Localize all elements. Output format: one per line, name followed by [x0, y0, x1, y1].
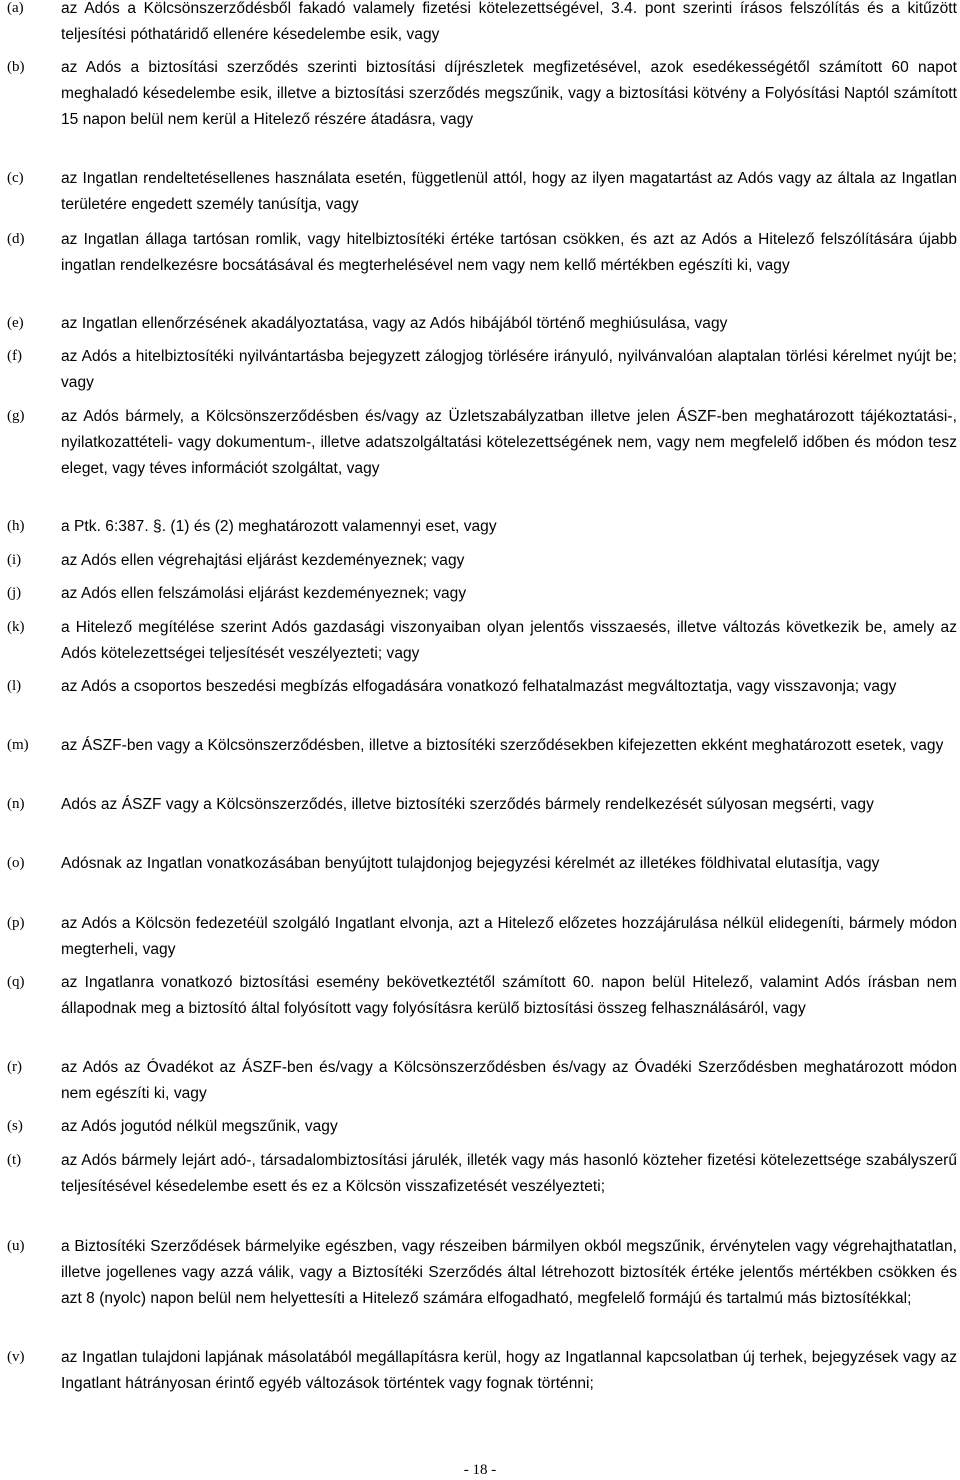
item-text: az Adós ellen felszámolási eljárást kezdeményeznek; vagy: [61, 585, 467, 602]
item-text: az Adós bármely, a Kölcsönszerződésben és/vagy az Üzletszabályzatban illetve jelen ÁSZF-ben meghatározott tájékoztatási-, nyilatkozattételi- vagy dokumentum-, illetve adatszolgáltatási kötelezettségének nem, vagy nem megfelelő időben és módon tesz eleget, vagy téves információt szolgáltat, vagy: [61, 408, 957, 477]
item-text: az Ingatlan rendeltetésellenes használata esetén, függetlenül attól, hogy az ilyen magatartást az Adós vagy az általa az Ingatlan területére engedett személy tanúsítja, vagy: [61, 170, 957, 213]
item-label: (a): [7, 0, 24, 16]
item-text: az Ingatlanra vonatkozó biztosítási esemény bekövetkeztétől számított 60. napon belül Hitelező, valamint Adós írásban nem állapodnak meg a biztosító által folyósított vagy folyósításra kerülő biztosítási összeg felhasználásáról, vagy: [61, 974, 957, 1017]
item-label: (u): [7, 1238, 25, 1254]
item-label: (r): [7, 1059, 22, 1075]
item-text: az Adós bármely lejárt adó-, társadalombiztosítási járulék, illeték vagy más hasonló közteher fizetési kötelezettsége szabályszerű teljesítésével késedelembe esett és ez a Kölcsön visszafizetését veszélyezteti;: [61, 1152, 957, 1195]
item-label: (t): [7, 1152, 22, 1168]
item-label: (p): [7, 915, 25, 931]
item-label: (i): [7, 552, 22, 568]
item-text: a Ptk. 6:387. §. (1) és (2) meghatározott valamennyi eset, vagy: [61, 518, 497, 535]
item-text: az Adós ellen végrehajtási eljárást kezdeményeznek; vagy: [61, 552, 465, 569]
item-text: az Adós a Kölcsönszerződésből fakadó valamely fizetési kötelezettségével, 3.4. pont szerinti írásos felszólítás és a kitűzött teljesítési póthatáridő ellenére késedelembe esik, vagy: [61, 0, 957, 43]
item-label: (q): [7, 974, 25, 990]
item-text: az Adós az Óvadékot az ÁSZF-ben és/vagy a Kölcsönszerződésben és/vagy az Óvadéki Szerződésben meghatározott módon nem egészíti ki, vagy: [61, 1059, 957, 1102]
item-text: az Ingatlan tulajdoni lapjának másolatából megállapításra kerül, hogy az Ingatlannal kapcsolatban új terhek, bejegyzések vagy az Ingatlant hátrányosan érintő egyéb változások történtek vagy fognak történni;: [61, 1349, 957, 1392]
item-text: a Hitelező megítélése szerint Adós gazdasági viszonyaiban olyan jelentős visszaesés, illetve változás következik be, amely az Adós kötelezettségei teljesítését veszélyezteti; vagy: [61, 619, 957, 662]
item-text: az Adós a Kölcsön fedezetéül szolgáló Ingatlant elvonja, azt a Hitelező előzetes hozzájárulása nélkül elidegeníti, bármely módon megterheli, vagy: [61, 915, 957, 958]
item-label: (o): [7, 855, 25, 871]
item-label: (m): [7, 737, 29, 753]
item-label: (k): [7, 619, 25, 635]
item-text: az Adós a csoportos beszedési megbízás elfogadására vonatkozó felhatalmazást megváltoztatja, vagy visszavonja; vagy: [61, 678, 897, 695]
item-label: (v): [7, 1349, 25, 1365]
item-text: a Biztosítéki Szerződések bármelyike egészben, vagy részeiben bármilyen okból megszűnik, érvénytelen vagy végrehajthatatlan, illetve jogellenes vagy azzá válik, vagy a Biztosítéki Szerződés által létrehozott biztosíték értéke jelentős mértékben csökken és azt 8 (nyolc) napon belül nem helyettesíti a Hitelező számára elfogadható, megfelelő formájú és tartalmú más biztosítékkal;: [61, 1238, 957, 1307]
item-label: (d): [7, 231, 25, 247]
item-label: (c): [7, 170, 24, 186]
item-text: az Adós jogutód nélkül megszűnik, vagy: [61, 1118, 338, 1135]
item-text: Adósnak az Ingatlan vonatkozásában benyújtott tulajdonjog bejegyzési kérelmét az illetékes földhivatal elutasítja, vagy: [61, 855, 880, 872]
item-label: (b): [7, 59, 25, 75]
item-text: az Adós a biztosítási szerződés szerinti biztosítási díjrészletek megfizetésével, azok esedékességétől számított 60 napot meghaladó késedelembe esik, illetve a biztosítási szerződés megszűnik, vagy a biztosítási kötvény a Folyósítási Naptól számított 15 napon belül nem kerül a Hitelező részére átadásra, vagy: [61, 59, 957, 128]
item-label: (h): [7, 518, 25, 534]
item-label: (j): [7, 585, 22, 601]
item-label: (l): [7, 678, 22, 694]
item-label: (g): [7, 408, 25, 424]
item-text: az Adós a hitelbiztosítéki nyilvántartásba bejegyzett zálogjog törlésére irányuló, nyilvánvalóan alaptalan törlési kérelmet nyújt be; vagy: [61, 348, 957, 391]
item-text: Adós az ÁSZF vagy a Kölcsönszerződés, illetve biztosítéki szerződés bármely rendelkezését súlyosan megsérti, vagy: [61, 796, 874, 813]
item-label: (n): [7, 796, 25, 812]
item-text: az Ingatlan állaga tartósan romlik, vagy hitelbiztosítéki értéke tartósan csökken, és azt az Adós a Hitelező felszólítására újabb ingatlan rendelkezésre bocsátásával és megterhelésével nem vagy nem kellő mértékben egészíti ki, vagy: [61, 231, 957, 274]
item-label: (s): [7, 1118, 23, 1134]
item-label: (e): [7, 315, 24, 331]
page-number: - 18 -: [463, 1462, 497, 1478]
item-label: (f): [7, 348, 22, 364]
item-text: az Ingatlan ellenőrzésének akadályoztatása, vagy az Adós hibájából történő meghiúsulása, vagy: [61, 315, 728, 332]
item-text: az ÁSZF-ben vagy a Kölcsönszerződésben, illetve a biztosítéki szerződésekben kifejezetten ekként meghatározott esetek, vagy: [61, 737, 944, 754]
